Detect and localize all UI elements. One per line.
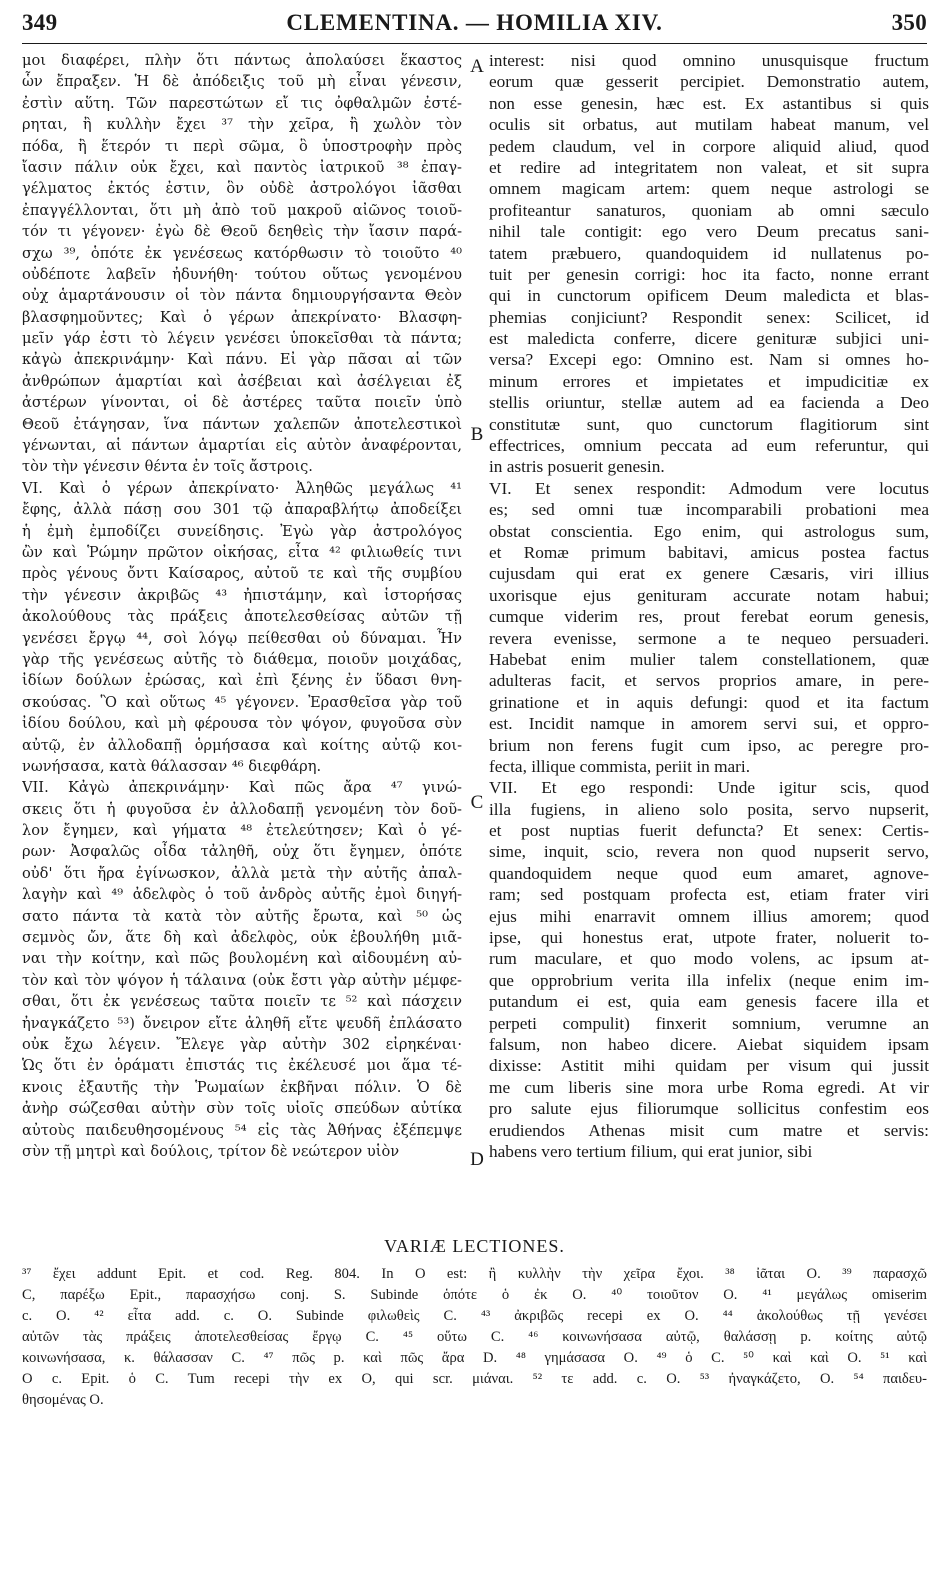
- greek-text-line: οὐδέποτε λαβεῖν ἠδυνήθη· τούτου οὕτως γενομένου: [22, 265, 462, 283]
- latin-text-line: falsum, non habeo dicere. Aiebat siquidem ipsam: [489, 1034, 929, 1054]
- latin-text-line: versa? Excepi ego: Omnino est. Nam si omnes ho-: [489, 350, 929, 370]
- greek-text-line: πρὸς γένους ὄντι Καίσαρος, αὐτοῦ τε καὶ τῆς συμβίου: [22, 565, 462, 583]
- greek-text-line: πόδα, ἢ ἕτερόν τι περὶ σῶμα, ὃ ὑποστροφὴν πρὸς: [22, 137, 462, 155]
- greek-text-line: σθαι, ὅτι ἐκ γενέσεως ταῦτα ποιεῖν τε ⁵² καὶ πάσχειν: [22, 993, 462, 1011]
- latin-text-line: qui in cunctorum opificem Deum maledicta et blas-: [489, 286, 929, 306]
- margin-letter-c: C: [470, 792, 484, 813]
- note-line: c. O. ⁴² εἶτα add. c. O. Subinde φιλωθεὶς C. ⁴³ ἀκριβῶς recepi ex O. ⁴⁴ ἀκολούθως τῇ γενέσει: [22, 1308, 927, 1324]
- greek-text-line: ἐπαγγέλλονται, ὅτι μὴ ἀπὸ τοῦ μακροῦ αἰῶνος τοιοῦ-: [22, 201, 462, 219]
- latin-text-line: habens vero tertium filium, qui erat junior, sibi: [489, 1141, 813, 1161]
- greek-text-line: γὰρ τῆς γενέσεως αὐτῆς τὸ διάθεμα, ποιοῦν μοιχάδας,: [22, 650, 462, 668]
- latin-text-line: profiteantur sanaturos, quoniam ab omni sæculo: [489, 200, 929, 220]
- latin-text-line: omnem magicam artem: quem neque astrologi se: [489, 179, 929, 199]
- greek-text-line: VII. Κἀγὼ ἀπεκρινάμην· Καὶ πῶς ἄρα ⁴⁷ γινώ-: [22, 779, 462, 797]
- greek-text-line: ἔφης, ἀλλὰ πάσῃ σου 301 τῷ ἀπαραβλήτῳ ἀποδείξει: [22, 501, 462, 519]
- note-line: κοινωνήσασα, κ. θάλασσαν C. ⁴⁷ πῶς p. καὶ πῶς ἄρα D. ⁴⁸ γημάσασα O. ⁴⁹ ὁ C. ⁵⁰ καὶ καὶ O. ⁵¹ καὶ: [22, 1350, 927, 1366]
- greek-text-line: ὢν καὶ Ῥώμην πρῶτον οἰκήσας, εἶτα ⁴² φιλιωθείς τινι: [22, 543, 462, 561]
- latin-text-line: ram; sed postquam profecta est, etiam frater viri: [489, 885, 929, 905]
- greek-text-line: νωνήσασα, κατὰ θάλασσαν ⁴⁶ διεφθάρη.: [22, 757, 322, 775]
- greek-text-line: ἴασιν πάλιν οὐκ ἔχει, καὶ παντὸς ἰατρικοῦ ³⁸ ἐπαγ-: [22, 158, 462, 176]
- latin-text-line: in astris posuerit genesin.: [489, 457, 665, 477]
- note-line: C, παρέξω Epit., παρασχήσω conj. S. Subinde ὁπότε ὁ ἐκ O. ⁴⁰ τοιοῦτον O. ⁴¹ μεγάλως omiserim: [22, 1287, 927, 1303]
- latin-text-line: est. Incidit namque in amorem servi sui, et oppro-: [489, 714, 929, 734]
- latin-text-line: VI. Et senex respondit: Admodum vere locutus: [489, 478, 929, 498]
- greek-text-line: σατο πάντα τὰ κατὰ τὸν αὐτῆς ἔρωτα, καὶ ⁵⁰ ὡς: [22, 907, 462, 925]
- margin-letter-b: B: [470, 424, 484, 445]
- greek-text-line: μεῖν γάρ ἐστι τὸ λέγειν γενέσει ὑποκεῖσθαι τὰ πάντα;: [22, 330, 462, 348]
- note-line: ³⁷ ἔχει addunt Epit. et cod. Reg. 804. In O est: ἢ κυλλὴν τὴν χεῖρα ἔχοι. ³⁸ ἰᾶται O. ³⁹ παρασχῶ: [22, 1266, 927, 1282]
- latin-text-line: pedem claudum, vel in corpore aliquid aliud, quod: [489, 136, 929, 156]
- latin-text-line: oculis sit orbatus, aut mutilam habeat manum, vel: [489, 115, 929, 135]
- greek-text-line: ἠναγκάζετο ⁵³) ὄνειρον εἴτε ἀληθῆ εἴτε ψευδῆ ἐπλάσατο: [22, 1014, 462, 1032]
- greek-text-line: ἀνθρώπων ἁμαρτίαι καὶ ἀσέβειαι καὶ ἀσέλγειαι ἐξ: [22, 372, 462, 390]
- greek-text-line: γενέσει ἔργῳ ⁴⁴, σοὶ λόγῳ πείθεσθαι οὐ δύναμαι. Ἦν: [22, 629, 462, 647]
- latin-text-line: dixisse: Astitit mihi quidam per visum qui jussit: [489, 1056, 929, 1076]
- greek-text-line: ὧν ἔπραξεν. Ἡ δὲ ἀπόδειξις τοῦ μὴ εἶναι γένεσιν,: [22, 73, 462, 91]
- latin-text-line: putandum ei est, quia eam genesis facere illa et: [489, 992, 929, 1012]
- greek-text-line: σεμνὸς ὤν, ἅτε δὴ καὶ ἀδελφὸς, οὐκ ἐβουλήθη μιᾶ-: [22, 929, 462, 947]
- margin-letter-a: A: [470, 56, 484, 77]
- greek-text-line: ναι τὴν κοίτην, καὶ πῶς βουλομένη καὶ αἰδουμένη αὐ-: [22, 950, 462, 968]
- greek-text-line: ἰδίου δούλου, καὶ μὴ φέρουσα τὸν ψόγον, φυγοῦσα σὺν: [22, 715, 462, 733]
- latin-text-line: rum maculare, et quo modo volens, ac ipsum at-: [489, 949, 929, 969]
- latin-text-line: quandoquidem neque quod eum amaret, agnove-: [489, 863, 929, 883]
- greek-text-line: κἀγὼ ἀπεκρινάμην· Καὶ πάνυ. Εἰ γὰρ πᾶσαι αἱ τῶν: [22, 351, 462, 369]
- latin-text-line: minum errores et impietates et impudicitiæ ex: [489, 371, 929, 391]
- greek-text-line: αὐτοὺς παιδευθησομένους ⁵⁴ εἰς τὰς Ἀθήνας ἐξέπεμψε: [22, 1121, 462, 1139]
- greek-text-line: ἀστέρων γίνονται, οἱ δὲ ἀστέρες ταῦτα ποιεῖν ὑπὸ: [22, 394, 462, 412]
- margin-letter-d: D: [470, 1149, 484, 1170]
- greek-text-line: σὺν τῇ μητρὶ καὶ δούλοις, τρίτον δὲ νεώτερον υἱὸν: [22, 1142, 400, 1160]
- greek-text-line: ἰδίων δούλων ἐρώσας, καὶ ἐπὶ ξένης ἐν ὕδασι θνη-: [22, 672, 462, 690]
- latin-text-line: non esse genesin, hæc est. Ex astantibus si quis: [489, 93, 929, 113]
- greek-text-line: γέλματος ἐκτός ἐστιν, ὃν οὐδὲ ἀστρολόγοι ἰᾶσθαι: [22, 180, 462, 198]
- latin-text-line: sime, inquit, scio, revera non quod nupserit servo,: [489, 842, 929, 862]
- latin-text-line: grinatione et in aquis defungi: quod et ita factum: [489, 692, 929, 712]
- greek-text-line: VI. Καὶ ὁ γέρων ἀπεκρίνατο· Ἀληθῶς μεγάλως ⁴¹: [22, 479, 462, 497]
- variant-readings-notes: [22, 1264, 927, 1411]
- greek-text-line: αὐτῷ, ἐν ἀλλοδαπῇ ὁρμήσασα καὶ κοίτης αὐτῷ κοι-: [22, 736, 462, 754]
- greek-text-line: οὐχ ἁμαρτάνουσιν οἱ τὸν πάντα δημιουργήσαντα Θεὸν: [22, 287, 462, 305]
- latin-text-line: erudiendos Athenas misit cum matre et servis:: [489, 1120, 929, 1140]
- greek-text-line: τὴν γένεσιν ἀκριβῶς ⁴³ ἠπιστάμην, καὶ ἱστορήσας: [22, 586, 462, 604]
- running-title: CLEMENTINA. — HOMILIA XIV.: [286, 10, 663, 35]
- latin-text-line: et redire ad integritatem non valeat, et sit supra: [489, 157, 929, 177]
- latin-text-line: nihil tale contigit: ego vero Deum precatus sani-: [489, 222, 929, 242]
- greek-text-line: ἡ ἐμὴ ἐμποδίζει συνείδησις. Ἐγὼ γὰρ ἀστρολόγος: [22, 522, 462, 540]
- greek-text-line: σκούσας. Ὃ καὶ οὕτως ⁴⁵ γέγονεν. Ἐρασθεῖσα γὰρ τοῦ: [22, 693, 462, 711]
- greek-text-line: βλασφημοῦντες; Καὶ ὁ γέρων ἀπεκρίνατο· Βλασφη-: [22, 308, 462, 326]
- latin-text-line: revera evenisse, sermone a te nequeo persuaderi.: [489, 628, 929, 648]
- latin-text-line: interest: nisi quod omnino unusquisque fructum: [489, 51, 929, 70]
- latin-text-column: [489, 50, 929, 1162]
- greek-text-line: ἀνὴρ σώζεσθαι αὐτὴν σὺν τοῖς υἱοῖς σπεύδων αὐτίκα: [22, 1100, 462, 1118]
- latin-text-line: ejus mihi enarravit omnem illius amorem; quod: [489, 906, 929, 926]
- latin-text-line: phemias conjiciunt? Respondit senex: Scilicet, id: [489, 307, 929, 327]
- greek-text-line: ρηται, ἢ κυλλὴν ἔχει ³⁷ τὴν χεῖρα, ἢ χωλὸν τὸν: [22, 116, 462, 134]
- latin-text-line: cumque viderim res, prout ferebat eorum genesis,: [489, 607, 929, 627]
- latin-text-line: tuit per genesin corrigi: hoc ita facto, nonne errant: [489, 264, 929, 284]
- latin-text-line: fecta, illique commista, periit in mari.: [489, 756, 751, 776]
- latin-text-line: pro salute ejus filiorumque sollicitus confestim eos: [489, 1099, 929, 1119]
- variae-lectiones-heading: VARIÆ LECTIONES.: [384, 1236, 565, 1256]
- latin-text-line: stellis oriuntur, stellæ autem ad ea facienda a Deo: [489, 393, 929, 413]
- latin-text-line: est maledicta conferre, dicere genituræ subjici uni-: [489, 329, 929, 349]
- greek-text-line: τὸν τὴν γένεσιν θέντα ἐν τοῖς ἄστροις.: [22, 458, 313, 476]
- latin-text-line: me cum liberis sine mora urbe Roma egredi. At vir: [489, 1077, 929, 1097]
- latin-text-line: illa fugiens, in alieno solo posita, servo nupserit,: [489, 799, 929, 819]
- latin-text-line: et post nuptias fuerit defuncta? Et senex: Certis-: [489, 821, 929, 841]
- greek-text-line: οὐκ ἔχω λέγειν. Ἔλεγε γὰρ αὐτὴν 302 εἰρηκέναι·: [22, 1035, 462, 1053]
- greek-text-line: μοι διαφέρει, πλὴν ὅτι πάντως ἀπολαύσει ἕκαστος: [22, 52, 462, 69]
- page-number-left: 349: [22, 10, 58, 35]
- running-header: [22, 10, 927, 44]
- greek-text-line: τόν τι γέγονεν· ἐγὼ δὲ Θεοῦ δεηθεὶς τὴν ἴασιν παρά-: [22, 223, 462, 241]
- greek-text-line: γένωνται, αἱ πάντων ἁμαρτίαι εἰς αὐτὸν ἀναφέρονται,: [22, 437, 462, 455]
- latin-text-line: ipse, qui honestus erat, utpote frater, noluerit to-: [489, 928, 929, 948]
- greek-text-line: ἀκολούθους τὰς πράξεις ἀποτελεσθείσας αὐτῶν τῇ: [22, 608, 462, 626]
- latin-text-line: es; sed omni tuæ incomparabili probationi mea: [489, 500, 929, 520]
- latin-text-line: brium non ferens fugit cum ipso, ac peregre pro-: [489, 735, 929, 755]
- header-rule: [22, 43, 927, 44]
- latin-text-line: constitutæ sunt, quo cunctorum flagitiorum sint: [489, 414, 929, 434]
- note-line: O c. Epit. ὁ C. Tum recepi τὴν ex O, qui scr. μιάναι. ⁵² τε add. c. O. ⁵³ ἠναγκάζετο, O. ⁵⁴ παιδευ-: [22, 1371, 927, 1387]
- note-line: αὐτῶν τὰς πράξεις ἀποτελεσθείσας ἔργῳ C. ⁴⁵ οὕτω C. ⁴⁶ κοινωνήσασα αὐτῷ, θαλάσσῃ p. κοίτης αὐτῷ: [22, 1329, 927, 1345]
- greek-text-line: λαγὴν καὶ ⁴⁹ ἀδελφὸς ὁ τοῦ ἀνδρὸς αὐτῆς ἐμοὶ διηγή-: [22, 886, 462, 904]
- latin-text-line: effectrices, omnium peccata ad eum referuntur, qui: [489, 436, 929, 456]
- greek-text-line: Θεοῦ ἐτάγησαν, ἵνα πάντων χαλεπῶν ἀποτελεστικοὶ: [22, 415, 462, 433]
- latin-text-line: que opprobrium verita illa infelix (neque enim im-: [489, 970, 929, 990]
- greek-text-line: λον ἔγημεν, καὶ γήματα ⁴⁸ ἐτελεύτησεν; Καὶ ὁ γέ-: [22, 822, 462, 840]
- latin-text-line: VII. Et ego respondi: Unde igitur scis, quod: [489, 778, 929, 798]
- latin-text-line: cujusdam qui erat ex genere Cæsaris, viri illius: [489, 564, 929, 584]
- greek-text-line: Ὡς ὅτι ἐν ὁράματι ἐπιστάς τις ἐκέλευσέ μοι ἅμα τέ-: [22, 1057, 462, 1075]
- note-line: θησομένας O.: [22, 1392, 104, 1408]
- greek-text-line: τὸν καὶ τὸν ψόγον ἡ τάλαινα (οὐκ ἔστι γὰρ αὐτὴν μέμφε-: [22, 971, 462, 989]
- page-number-right: 350: [891, 10, 927, 35]
- greek-text-line: κνοις ἐξαυτῆς τὴν Ῥωμαίων ἐκβῆναι πόλιν. Ὁ δὲ: [22, 1078, 462, 1096]
- latin-text-line: adulteras facit, et servos proprios amare, in pere-: [489, 671, 929, 691]
- greek-text-line: οὐδ' ὅτι ἤρα ἐγίνωσκον, ἀλλὰ μετὰ τὴν αὐτῆς ἀπαλ-: [22, 864, 462, 882]
- latin-text-line: perpeti compulit) finxerit somnium, verumne an: [489, 1013, 929, 1033]
- latin-text-line: uxorisque ejus genituram accurate notam habui;: [489, 585, 929, 605]
- latin-text-line: eorum quæ gesserit percipiet. Demonstratio autem,: [489, 72, 929, 92]
- latin-text-line: obstat conscientia. Ego enim, qui astrologus sum,: [489, 521, 929, 541]
- greek-text-line: σκεις ὅτι ἡ φυγοῦσα ἐν ἀλλοδαπῇ γενομένη τὸν δοῦ-: [22, 800, 462, 818]
- greek-text-line: σχω ³⁹, ὁπότε ἐκ γενέσεως κατόρθωσιν τὸ τοιοῦτο ⁴⁰: [22, 244, 462, 262]
- latin-text-line: tatem præbuero, quandoquidem id nullatenus po-: [489, 243, 929, 263]
- latin-text-line: Habebat enim mulier talem constellationem, quæ: [489, 649, 929, 669]
- greek-text-line: ρων· Ἀσφαλῶς οἶδα τἀληθῆ, οὐχ ὅτι ἔγημεν, ὁπότε: [22, 843, 462, 861]
- latin-text-line: et Romæ primum babitavi, amicus postea factus: [489, 542, 929, 562]
- greek-text-line: ἐστὶν αὕτη. Τῶν παρεστώτων εἴ τις ὀφθαλμῶν ἐστέ-: [22, 94, 462, 112]
- greek-text-column: [22, 50, 462, 1162]
